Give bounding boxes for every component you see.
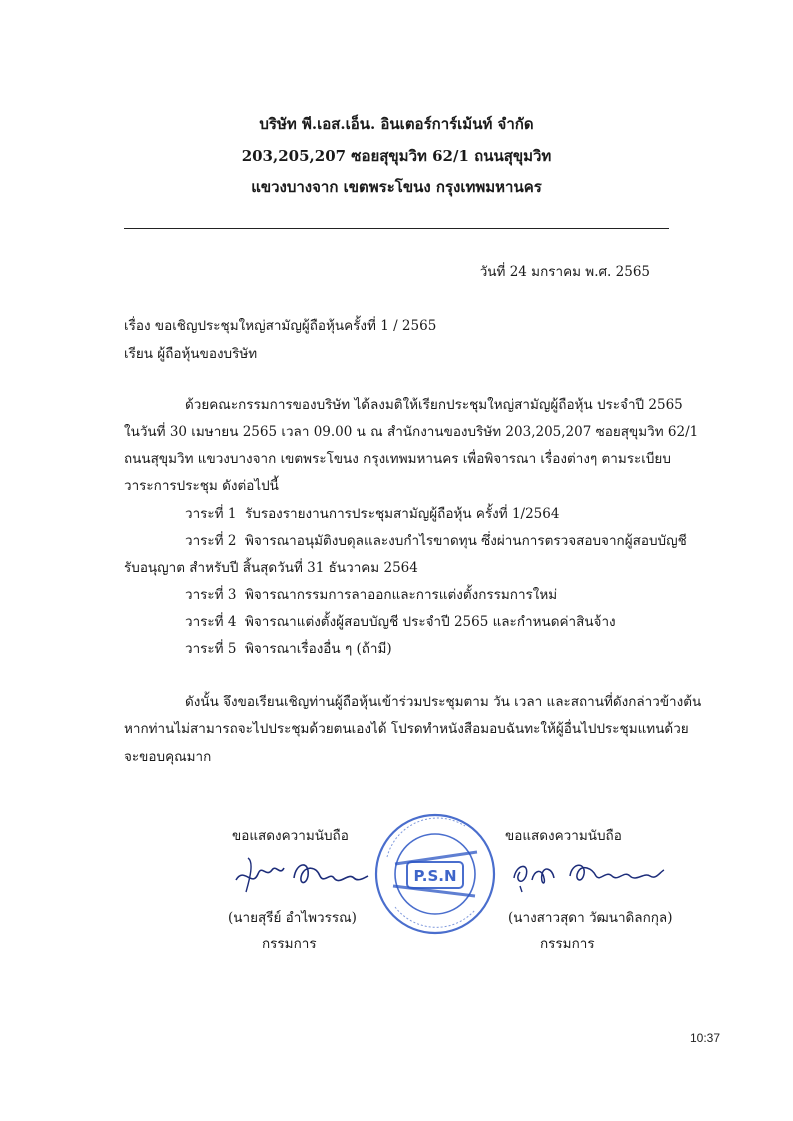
agenda-item [185,529,687,551]
agenda-label: วาระที่ 4 [185,614,237,630]
seal-logo: P.S.N [413,867,457,885]
agenda-label: วาระที่ 1 [185,506,237,522]
page-timestamp: 10:37 [690,1031,721,1045]
agenda-label: วาระที่ 2 [185,533,237,549]
intro-line: วาระการประชุม ดังต่อไปนี้ [124,478,279,494]
agenda-item [185,637,392,659]
agenda-label: วาระที่ 5 [185,641,237,657]
agenda-item [185,502,559,524]
agenda-text: พิจารณาแต่งตั้งผู้สอบบัญชี ประจำปี 2565 และกำหนดค่าสินจ้าง [245,614,616,630]
company-seal [373,812,497,936]
signatory-title-left: กรรมการ [262,936,317,952]
signature-scribble-left [230,848,370,898]
signature-regards-left: ขอแสดงความนับถือ [232,828,349,844]
closing-line: หากท่านไม่สามารถจะไปประชุมด้วยตนเองได้ โปรดทำหนังสือมอบฉันทะให้ผู้อื่นไปประชุมแทนด้วย [124,721,689,737]
letter-recipient: เรียน ผู้ถือหุ้นของบริษัท [124,346,258,362]
agenda-text: พิจารณาอนุมัติงบดุลและงบกำไรขาดทุน ซึ่งผ่านการตรวจสอบจากผู้สอบบัญชี [245,533,687,549]
company-name: บริษัท พี.เอส.เอ็น. อินเตอร์การ์เม้นท์ จำกัด [259,115,534,133]
signature-scribble-right [508,850,668,895]
agenda-text: พิจารณากรรมการลาออกและการแต่งตั้งกรรมการใหม่ [245,587,558,603]
intro-line: ถนนสุขุมวิท แขวงบางจาก เขตพระโขนง กรุงเทพมหานคร เพื่อพิจารณา เรื่องต่างๆ ตามระเบียบ [124,451,671,467]
agenda-label: วาระที่ 3 [185,587,237,603]
intro-line: ในวันที่ 30 เมษายน 2565 เวลา 09.00 น ณ สำนักงานของบริษัท 203,205,207 ซอยสุขุมวิท 62/1 [124,424,699,440]
header-divider [124,228,669,229]
agenda-item-continuation: รับอนุญาต สำหรับปี สิ้นสุดวันที่ 31 ธันวาคม 2564 [124,560,418,576]
signatory-title-right: กรรมการ [540,936,595,952]
signatory-name-right: (นางสาวสุดา วัฒนาดิลกกุล) [508,910,673,926]
intro-line: ด้วยคณะกรรมการของบริษัท ได้ลงมติให้เรียกประชุมใหญ่สามัญผู้ถือหุ้น ประจำปี 2565 [185,397,683,413]
agenda-text: พิจารณาเรื่องอื่น ๆ (ถ้ามี) [245,641,392,657]
company-address-line-2: แขวงบางจาก เขตพระโขนง กรุงเทพมหานคร [251,178,542,196]
agenda-item [185,583,557,605]
letter-date: วันที่ 24 มกราคม พ.ศ. 2565 [479,264,650,280]
agenda-item [185,610,616,632]
company-address-line-1: 203,205,207 ซอยสุขุมวิท 62/1 ถนนสุขุมวิท [241,147,552,165]
letter-subject: เรื่อง ขอเชิญประชุมใหญ่สามัญผู้ถือหุ้นครั้งที่ 1 / 2565 [124,318,437,334]
closing-line: จะขอบคุณมาก [124,749,212,765]
signatory-name-left: (นายสุรีย์ อำไพวรรณ) [228,910,357,926]
closing-line: ดังนั้น จึงขอเรียนเชิญท่านผู้ถือหุ้นเข้าร่วมประชุมตาม วัน เวลา และสถานที่ดังกล่าวข้างต้น [185,694,702,710]
agenda-text: รับรองรายงานการประชุมสามัญผู้ถือหุ้น ครั้งที่ 1/2564 [245,506,560,522]
signature-regards-right: ขอแสดงความนับถือ [505,828,622,844]
